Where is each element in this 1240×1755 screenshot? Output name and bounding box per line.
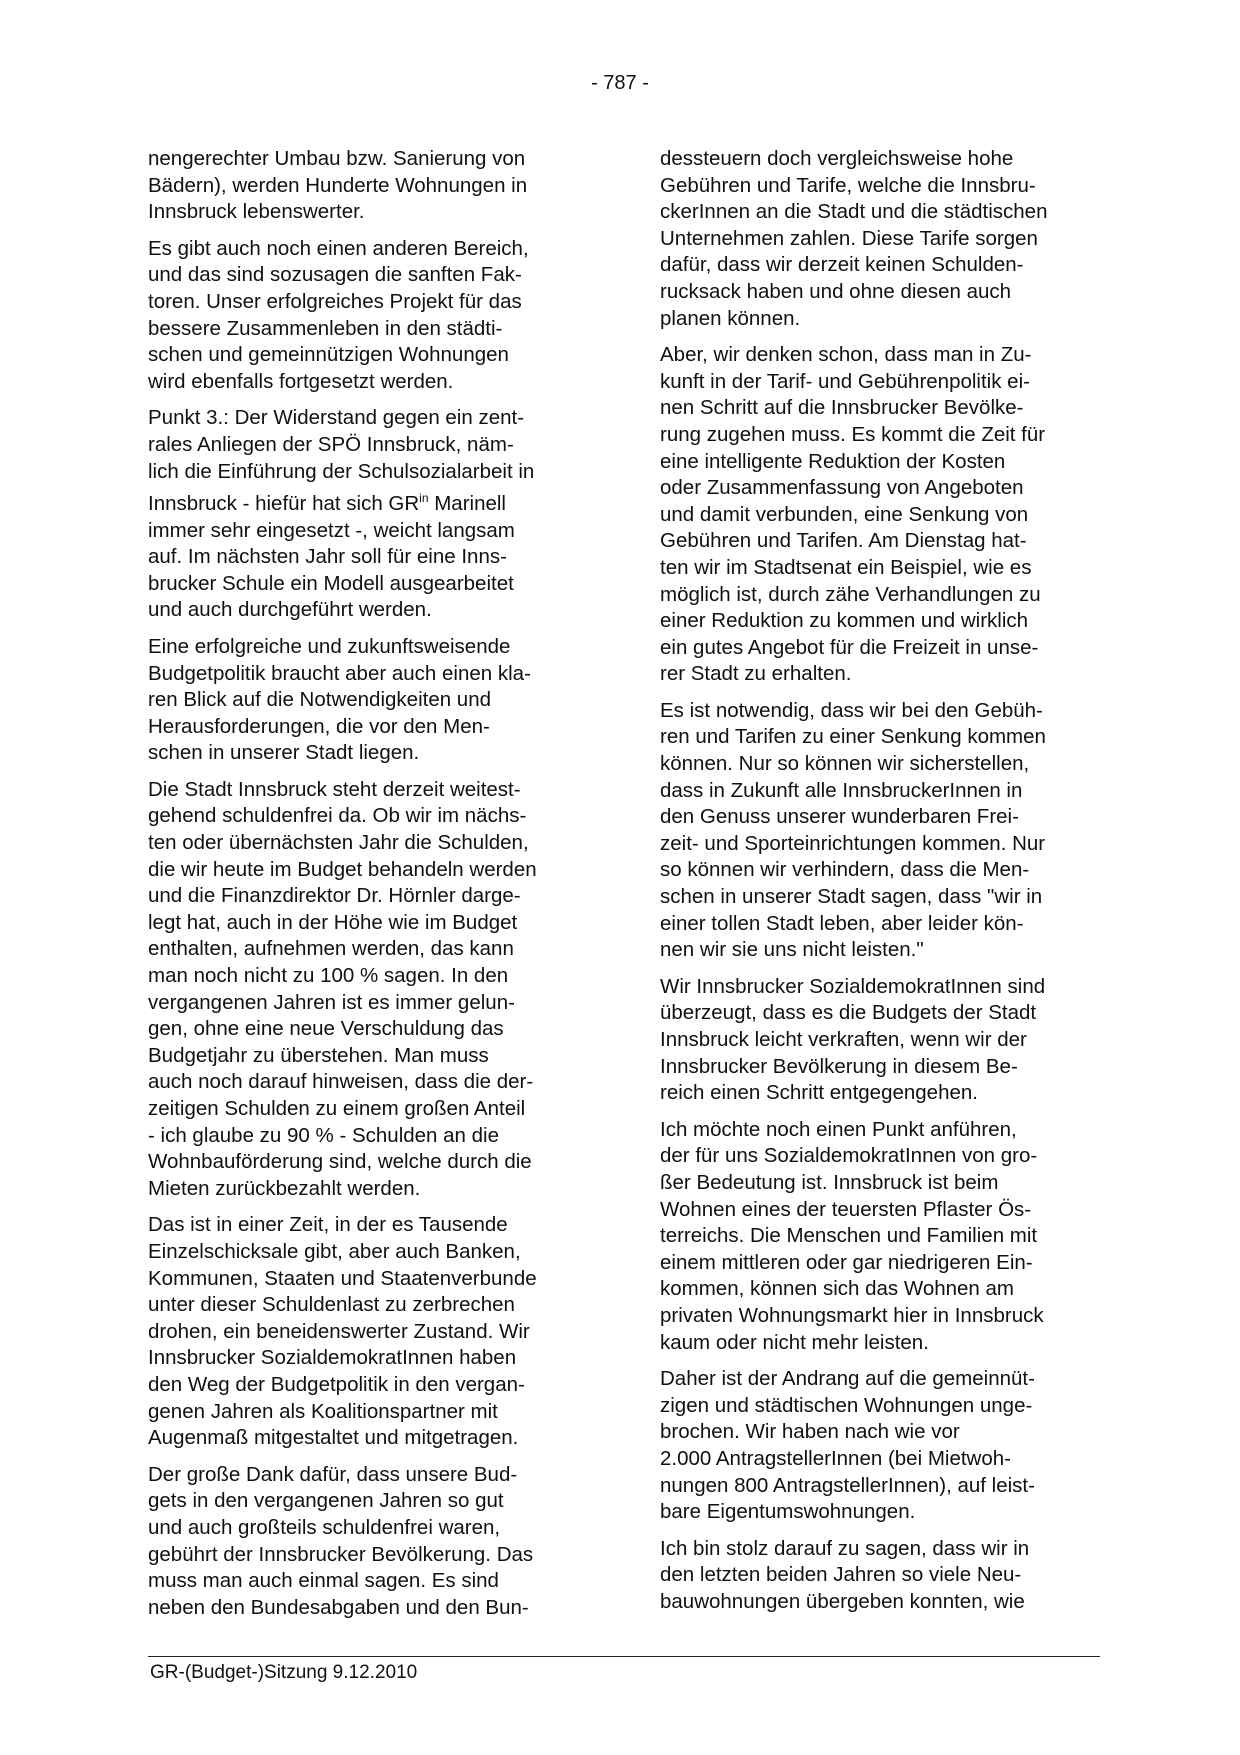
paragraph: Es ist notwendig, dass wir bei den Gebüh- ren und Tarifen zu einer Senkung kommen können. Nur so können wir sicherstellen, dass in Zukunft alle InnsbruckerInnen in den Genuss unserer wunderbaren Frei- zeit- und Sporteinrichtungen kommen. Nur so können wir verhindern, dass die Men- schen in unserer Stadt sagen, dass "wir in einer tollen Stadt leben, aber leider kön- nen wir sie uns nicht leisten." <box>660 698 1046 962</box>
footer-divider <box>148 1656 1100 1657</box>
right-column <box>660 146 1098 1625</box>
paragraph: dessteuern doch vergleichsweise hohe Gebühren und Tarife, welche die Innsbru- ckerInnen an die Stadt und die städtischen Unternehmen zahlen. Diese Tarife sorgen dafür, dass wir derzeit keinen Schulden- rucksack haben und ohne diesen auch planen können. <box>660 147 1048 330</box>
page-number: - 787 - <box>591 72 649 94</box>
paragraph: Aber, wir denken schon, dass man in Zu- kunft in der Tarif- und Gebührenpolitik ei- nen Schritt auf die Innsbrucker Bevölke- rung zugehen muss. Es kommt die Zeit für eine intelligente Reduktion der Kosten oder Zusammenfassung von Angeboten und damit verbunden, eine Senkung von Gebühren und Tarifen. Am Dienstag hat- ten wir im Stadtsenat ein Beispiel, wie es möglich ist, durch zähe Verhandlungen zu einer Reduktion zu kommen und wirklich ein gutes Angebot für die Freizeit in unse- rer Stadt zu erhalten. <box>660 343 1046 686</box>
superscript: in <box>419 491 429 506</box>
paragraph: Die Stadt Innsbruck steht derzeit weitest- gehend schuldenfrei da. Ob wir im nächs- ten oder übernächsten Jahr die Schulden, die wir heute im Budget behandeln werden und die Finanzdirektor Dr. Hörnler darge- legt hat, auch in der Höhe wie im Budget enthalten, aufnehmen werden, das kann man noch nicht zu 100 % sagen. In den vergangenen Jahren ist es immer gelun- gen, ohne eine neue Verschuldung das Budgetjahr zu überstehen. Man muss auch noch darauf hinweisen, dass die der- zeitigen Schulden zu einem großen Anteil - ich glaube zu 90 % - Schulden an die Wohnbauförderung sind, welche durch die Mieten zurückbezahlt werden. <box>148 777 537 1200</box>
paragraph: Ich möchte noch einen Punkt anführen, der für uns SozialdemokratInnen von gro- ßer Bedeutung ist. Innsbruck ist beim Wohnen eines der teuersten Pflaster Ös- terreichs. Die Menschen und Familien mit einem mittleren oder gar niedrigeren Ein- kommen, können sich das Wohnen am privaten Wohnungsmarkt hier in Innsbruck kaum oder nicht mehr leisten. <box>660 1117 1044 1354</box>
paragraph: Eine erfolgreiche und zukunftsweisende Budgetpolitik braucht aber auch einen kla- ren Blick auf die Notwendigkeiten und Herausforderungen, die vor den Men- schen in unserer Stadt liegen. <box>148 634 531 765</box>
paragraph: Daher ist der Andrang auf die gemeinnüt- zigen und städtischen Wohnungen unge- brochen. Wir haben nach wie vor 2.000 AntragstellerInnen (bei Mietwoh- nungen 800 AntragstellerInnen), auf leist- bare Eigentumswohnungen. <box>660 1367 1035 1524</box>
paragraph: Es gibt auch noch einen anderen Bereich, und das sind sozusagen die sanften Fak- toren. Unser erfolgreiches Projekt für das bessere Zusammenleben in den städti- schen und gemeinnützigen Wohnungen wird ebenfalls fortgesetzt werden. <box>148 236 529 393</box>
paragraph: Ich bin stolz darauf zu sagen, dass wir in den letzten beiden Jahren so viele Neu- bauwohnungen übergeben konnten, wie <box>660 1536 1030 1613</box>
paragraph-text: Punkt 3.: Der Widerstand gegen ein zent- rales Anliegen der SPÖ Innsbruck, näm- lich die Einführung der Schulsozialarbeit in Innsbruck - hiefür hat sich GR <box>148 406 535 515</box>
paragraph: Der große Dank dafür, dass unsere Bud- gets in den vergangenen Jahren so gut und auch großteils schuldenfrei waren, gebührt der Innsbrucker Bevölkerung. Das muss man auch einmal sagen. Es sind neben den Bundesabgaben und den Bun- <box>148 1462 534 1619</box>
left-column <box>148 146 586 1631</box>
paragraph: Das ist in einer Zeit, in der es Tausende Einzelschicksale gibt, aber auch Banken, Kommunen, Staaten und Staatenverbunde unter dieser Schuldenlast zu zerbrechen drohen, ein beneidenswerter Zustand. Wir Innsbrucker SozialdemokratInnen haben den Weg der Budgetpolitik in den vergan- genen Jahren als Koalitionspartner mit Augenmaß mitgestaltet und mitgetragen. <box>148 1213 537 1450</box>
paragraph: Wir Innsbrucker SozialdemokratInnen sind überzeugt, dass es die Budgets der Stadt Innsbruck leicht verkraften, wenn wir der Innsbrucker Bevölkerung in diesem Be- reich einen Schritt entgegengehen. <box>660 974 1046 1105</box>
footer-text: GR-(Budget-)Sitzung 9.12.2010 <box>150 1662 418 1683</box>
paragraph-text: Marinell immer sehr eingesetzt -, weicht langsam auf. Im nächsten Jahr soll für eine Inns- brucker Schule ein Modell ausgearbeitet und auch durchgeführt werden. <box>148 491 515 622</box>
paragraph <box>148 405 586 624</box>
paragraph: nengerechter Umbau bzw. Sanierung von Bädern), werden Hunderte Wohnungen in Innsbruck lebenswerter. <box>148 147 528 224</box>
